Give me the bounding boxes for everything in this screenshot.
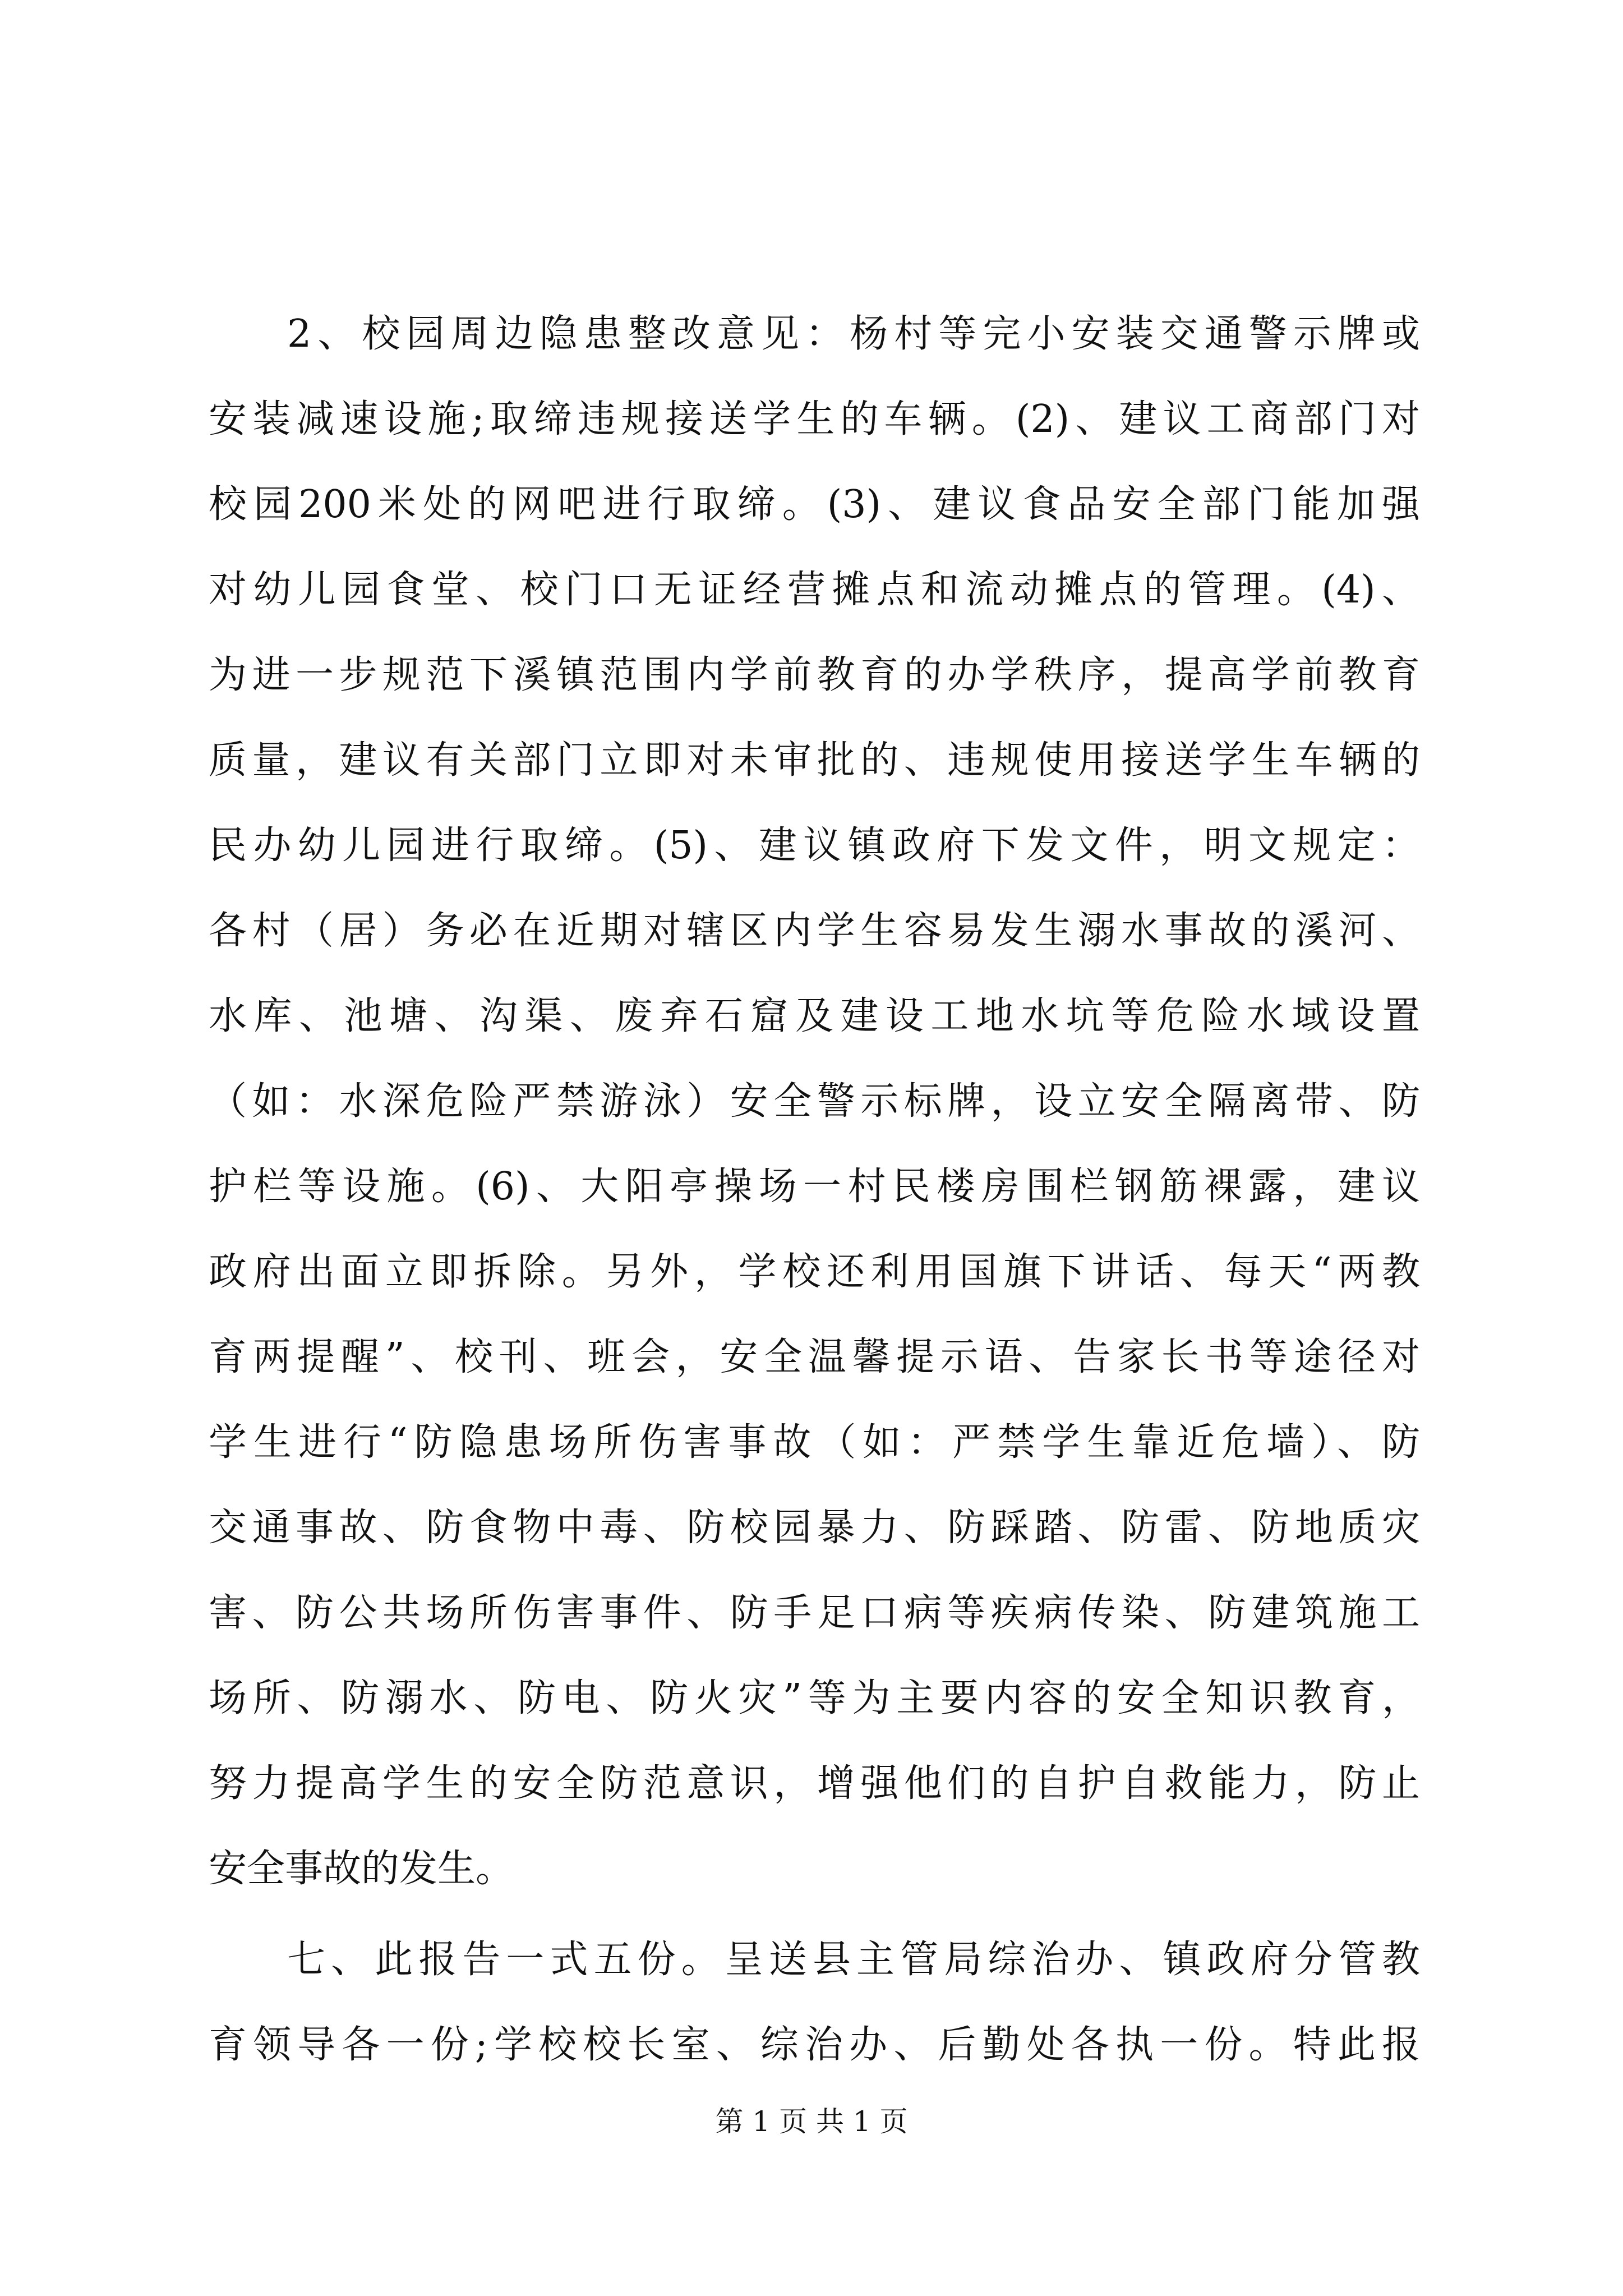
paragraph-2 <box>209 1917 1420 2088</box>
text-line: 为进一步规范下溪镇范围内学前教育的办学秩序，提高学前教育 <box>209 653 1420 697</box>
text-line: 2、校园周边隐患整改意见：杨村等完小安装交通警示牌或 <box>287 312 1420 356</box>
text-line: 各村（居）务必在近期对辖区内学生容易发生溺水事故的溪河、 <box>209 909 1420 953</box>
text-line: 护栏等设施。(6)、大阳亭操场一村民楼房围栏钢筋裸露，建议 <box>209 1165 1420 1209</box>
text-line: 交通事故、防食物中毒、防校园暴力、防踩踏、防雷、防地质灾 <box>209 1506 1420 1550</box>
text-line: 育两提醒”、校刊、班会，安全温馨提示语、告家长书等途径对 <box>209 1335 1420 1379</box>
text-line: 害、防公共场所伤害事件、防手足口病等疾病传染、防建筑施工 <box>209 1591 1420 1635</box>
text-line: 场所、防溺水、防电、防火灾”等为主要内容的安全知识教育， <box>209 1676 1420 1720</box>
text-line: 政府出面立即拆除。另外，学校还利用国旗下讲话、每天“两教 <box>209 1250 1420 1294</box>
text-line: 学生进行“防隐患场所伤害事故（如：严禁学生靠近危墙）、防 <box>209 1420 1420 1465</box>
document-body <box>209 292 1420 2088</box>
paragraph-spacing <box>209 1912 1420 1917</box>
text-line: 努力提高学生的安全防范意识，增强他们的自护自救能力，防止 <box>209 1761 1420 1806</box>
text-line: 校园200米处的网吧进行取缔。(3)、建议食品安全部门能加强 <box>209 482 1420 527</box>
text-line: 对幼儿园食堂、校门口无证经营摊点和流动摊点的管理。(4)、 <box>209 568 1420 612</box>
text-line: 育领导各一份;学校校长室、综治办、后勤处各执一份。特此报 <box>209 2023 1420 2067</box>
text-line: 安装减速设施;取缔违规接送学生的车辆。(2)、建议工商部门对 <box>209 397 1420 441</box>
text-line: 安全事故的发生。 <box>209 1847 514 1891</box>
text-line: 民办幼儿园进行取缔。(5)、建议镇政府下发文件，明文规定： <box>209 823 1420 868</box>
text-line: 质量，建议有关部门立即对未审批的、违规使用接送学生车辆的 <box>209 738 1420 783</box>
paragraph-1 <box>209 292 1420 1912</box>
text-line: （如：水深危险严禁游泳）安全警示标牌，设立安全隔离带、防 <box>209 1079 1420 1124</box>
text-line: 七、此报告一式五份。呈送县主管局综治办、镇政府分管教 <box>287 1938 1420 1982</box>
text-line: 水库、池塘、沟渠、废弃石窟及建设工地水坑等危险水域设置 <box>209 994 1420 1038</box>
page-number-footer: 第 1 页 共 1 页 <box>715 2105 908 2138</box>
